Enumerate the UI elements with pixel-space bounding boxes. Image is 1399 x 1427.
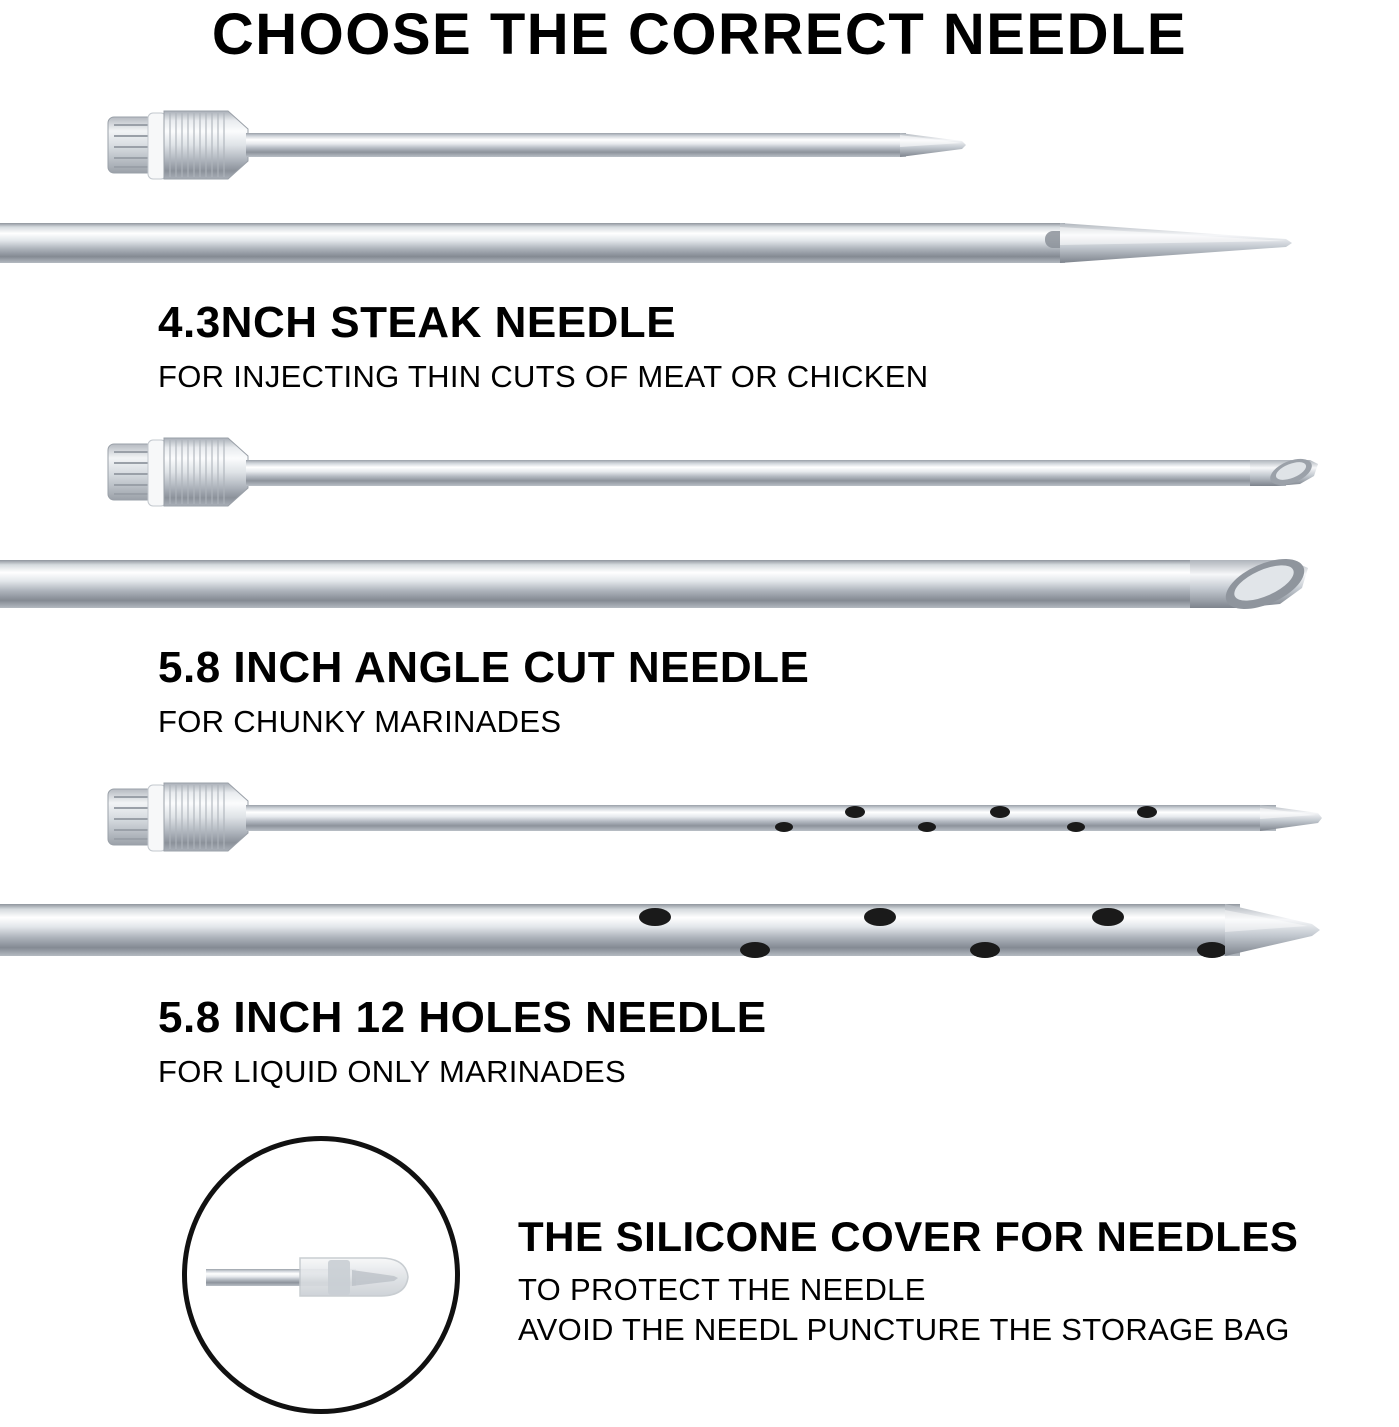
silicone-cover-line1: TO PROTECT THE NEEDLE: [518, 1272, 926, 1307]
angle-cut-needle-subtitle: FOR CHUNKY MARINADES: [158, 704, 562, 739]
angle-cut-needle-large-graphic: [0, 540, 1320, 635]
steak-needle-large-graphic: [0, 205, 1310, 285]
steak-needle-subtitle: FOR INJECTING THIN CUTS OF MEAT OR CHICKEN: [158, 359, 929, 394]
twelve-holes-needle-subtitle: FOR LIQUID ONLY MARINADES: [158, 1054, 626, 1089]
twelve-holes-needle-small-graphic: [100, 765, 1360, 870]
silicone-cover-line2: AVOID THE NEEDL PUNCTURE THE STORAGE BAG: [518, 1312, 1290, 1347]
angle-cut-needle-title: 5.8 INCH ANGLE CUT NEEDLE: [158, 643, 810, 692]
steak-needle-title: 4.3NCH STEAK NEEDLE: [158, 298, 677, 347]
silicone-cover-inset: [182, 1136, 470, 1424]
silicone-cover-title: THE SILICONE COVER FOR NEEDLES: [518, 1213, 1299, 1260]
twelve-holes-needle-large-graphic: [0, 880, 1330, 990]
steak-needle-small-graphic: [100, 95, 980, 195]
twelve-holes-needle-title: 5.8 INCH 12 HOLES NEEDLE: [158, 993, 767, 1042]
angle-cut-needle-small-graphic: [100, 420, 1350, 525]
page-title: CHOOSE THE CORRECT NEEDLE: [211, 2, 1188, 67]
silicone-cover-graphic: [182, 1136, 470, 1424]
